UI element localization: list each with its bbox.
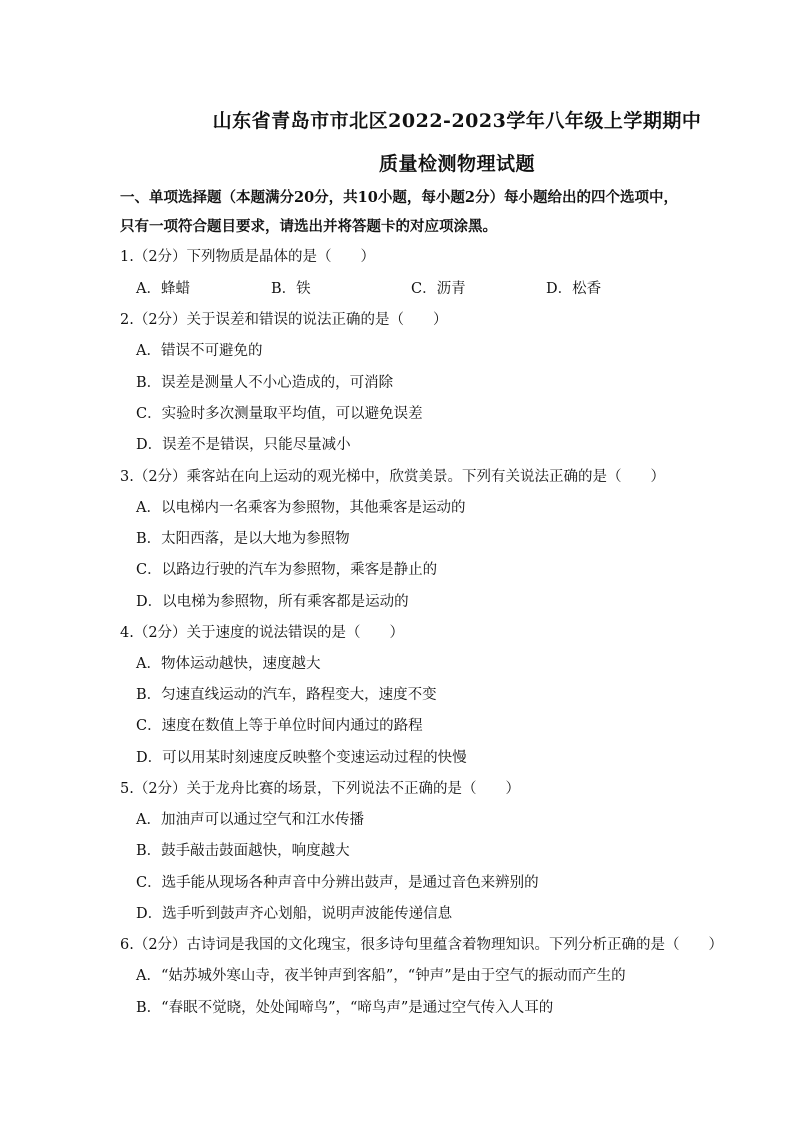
question-4-stem: 4.（2分）关于速度的说法错误的是（ ）	[120, 625, 405, 641]
question-5-option-d: D．选手听到鼓声齐心划船，说明声波能传递信息	[136, 906, 453, 922]
question-2-option-a: A．错误不可避免的	[136, 343, 263, 359]
exam-title-line1: 山东省青岛市市北区2022-2023学年八年级上学期期中	[212, 110, 702, 132]
question-5-stem: 5.（2分）关于龙舟比赛的场景，下列说法不正确的是（ ）	[120, 781, 521, 797]
question-3-option-c: C．以路边行驶的汽车为参照物，乘客是静止的	[136, 562, 438, 578]
question-1-option-b: B．铁	[271, 281, 311, 297]
question-2-option-b: B．误差是测量人不小心造成的，可消除	[136, 375, 394, 391]
question-4-option-b: B．匀速直线运动的汽车，路程变大，速度不变	[136, 687, 437, 703]
question-2-option-c: C．实验时多次测量取平均值，可以避免误差	[136, 406, 423, 422]
question-5-option-c: C．选手能从现场各种声音中分辨出鼓声，是通过音色来辨别的	[136, 875, 539, 891]
question-1-option-a: A．蜂蜡	[136, 281, 190, 297]
question-6-option-a: A．“姑苏城外寒山寺，夜半钟声到客船”，“钟声”是由于空气的振动而产生的	[136, 968, 626, 984]
question-6-option-b: B．“春眠不觉晓，处处闻啼鸟”，“啼鸟声”是通过空气传入人耳的	[136, 1000, 554, 1016]
question-3-option-a: A．以电梯内一名乘客为参照物，其他乘客是运动的	[136, 500, 466, 516]
question-1-option-c: C．沥青	[411, 281, 466, 297]
question-1-stem: 1.（2分）下列物质是晶体的是（ ）	[120, 249, 376, 265]
question-3-option-d: D．以电梯为参照物，所有乘客都是运动的	[136, 594, 409, 610]
question-3-option-b: B．太阳西落，是以大地为参照物	[136, 531, 350, 547]
exam-title-line2: 质量检测物理试题	[378, 153, 535, 175]
question-5-option-a: A．加油声可以通过空气和江水传播	[136, 812, 364, 828]
question-4-option-d: D．可以用某时刻速度反映整个变速运动过程的快慢	[136, 750, 467, 766]
question-2-stem: 2.（2分）关于误差和错误的说法正确的是（ ）	[120, 312, 448, 328]
question-5-option-b: B．鼓手敲击鼓面越快，响度越大	[136, 843, 350, 859]
question-4-option-c: C．速度在数值上等于单位时间内通过的路程	[136, 718, 423, 734]
section-header: 一、单项选择题（本题满分20分，共10小题，每小题2分）每小题给出的四个选项中，只有一项符合题目要求，请选出并将答题卡的对应项涂黑。	[120, 189, 678, 235]
question-4-option-a: A．物体运动越快，速度越大	[136, 656, 321, 672]
question-2-option-d: D．误差不是错误，只能尽量减小	[136, 437, 351, 453]
question-1-option-d: D．松香	[546, 281, 602, 297]
question-3-stem: 3.（2分）乘客站在向上运动的观光梯中，欣赏美景。下列有关说法正确的是（ ）	[120, 469, 666, 485]
question-6-stem: 6.（2分）古诗词是我国的文化瑰宝，很多诗句里蕴含着物理知识。下列分析正确的是（ ）	[120, 937, 724, 953]
